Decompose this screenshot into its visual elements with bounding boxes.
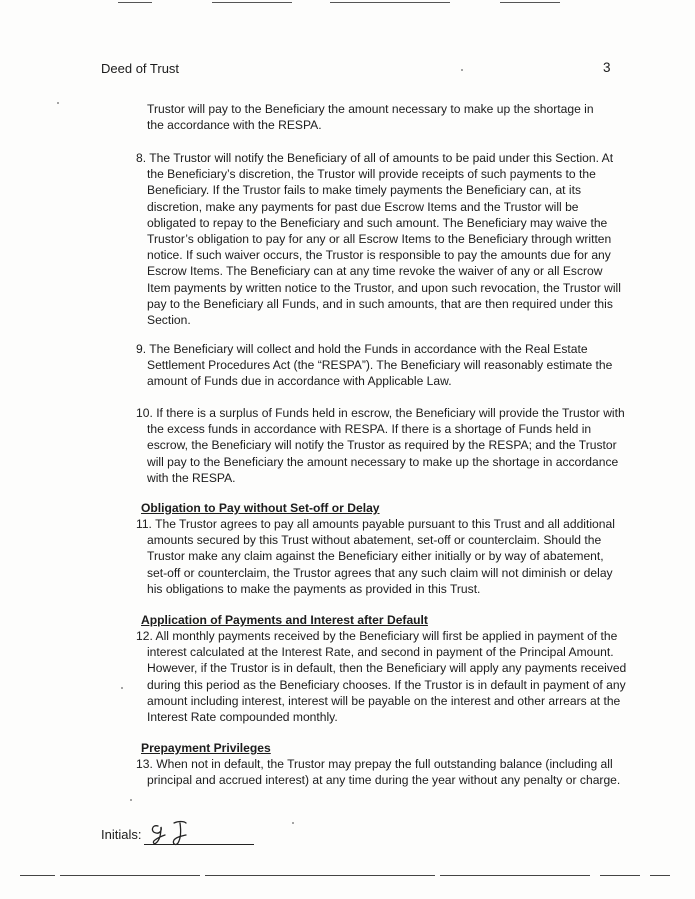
paragraph-text: If there is a surplus of Funds held in escrow, the Beneficiary will provide the Trustor with the excess funds in accordance with RESPA. If there is a shortage of Funds held in escrow, the Beneficiary will notify the Trustor as required by the RESPA; and the Trustor will pay to the Beneficiary the amount necessary to make up the shortage in accordance with the RESPA. — [147, 406, 625, 485]
paragraph-text: The Trustor will notify the Beneficiary of all of amounts to be paid under this Section. At the Beneficiary’s discretion, the Trustor will provide receipts of such payments to the Beneficiary. If the Trustor fails to make timely payments the Beneficiary can, at its discretion, make any payments for past due Escrow Items and the Trustor will be obligated to repay to the Beneficiary and such amount. The Beneficiary may waive the Trustor’s obligation to pay for any or all Escrow Items to the Beneficiary through written notice. If such waiver occurs, the Trustor is responsible to pay the amounts due for any Escrow Items. The Beneficiary can at any time revoke the waiver of any or all Escrow Item payments by written notice to the Trustor, and upon such revocation, the Trustor will pay to the Beneficiary all Funds, and in such amounts, that are then required under this Section. — [147, 151, 621, 328]
carryover-paragraph: Trustor will pay to the Beneficiary the amount necessary to make up the shortage in the accordance with the RESPA. — [147, 102, 594, 133]
section-heading-application: Application of Payments and Interest after Default — [141, 613, 428, 627]
scan-speck — [121, 687, 123, 689]
handwritten-initials — [148, 818, 192, 848]
section-heading-prepayment: Prepayment Privileges — [141, 741, 271, 755]
paragraph-text: The Beneficiary will collect and hold the Funds in accordance with the Real Estate Settlement Procedures Act (the “RESPA”). The Beneficiary will reasonably estimate the amount of Funds due in accordance with Applicable Law. — [147, 342, 613, 389]
scan-edge-top — [0, 0, 695, 6]
scan-speck — [130, 799, 132, 801]
paragraph-13 — [136, 756, 627, 788]
paragraph-number: 11. — [136, 517, 152, 531]
paragraph-text: All monthly payments received by the Beneficiary will first be applied in payment of the interest calculated at the Interest Rate, and second in payment of the Principal Amount. However, if the Trustor is in default, then the Beneficiary will apply any payments received during this period as the Beneficiary chooses. If the Trustor is in default in payment of any amount including interest, interest will be payable on the interest and other arrears at the Interest Rate compounded monthly. — [147, 629, 627, 725]
paragraph-number: 9. — [136, 342, 147, 356]
paragraph-number: 10. — [136, 406, 153, 420]
paragraph-12 — [136, 628, 627, 725]
document-title: Deed of Trust — [101, 61, 180, 76]
paragraph-9 — [136, 341, 627, 390]
initials-label: Initials: — [101, 827, 142, 842]
paragraph-number: 12. — [136, 629, 153, 643]
paragraph-number: 8. — [136, 151, 147, 165]
page-number: 3 — [603, 60, 611, 75]
scan-speck — [57, 102, 59, 104]
paragraph-text: The Trustor agrees to pay all amounts payable pursuant to this Trust and all additional amounts secured by this Trust without abatement, set-off or counterclaim. Should the Trustor make any claim against the Beneficiary either initially or by way of abatement, set-off or counterclaim, the Trustor agrees that any such claim will not diminish or delay his obligations to make the payments as provided in this Trust. — [147, 517, 615, 596]
scan-speck — [292, 822, 294, 824]
scan-edge-bottom — [0, 873, 695, 879]
section-heading-obligation: Obligation to Pay without Set-off or Delay — [141, 501, 380, 515]
paragraph-11 — [136, 516, 627, 597]
scan-speck — [461, 69, 463, 71]
paragraph-10 — [136, 405, 627, 486]
paragraph-text: When not in default, the Trustor may prepay the full outstanding balance (including all principal and accrued interest) at any time during the year without any penalty or charge. — [147, 757, 621, 788]
paragraph-8 — [136, 150, 627, 328]
paragraph-number: 13. — [136, 757, 153, 771]
